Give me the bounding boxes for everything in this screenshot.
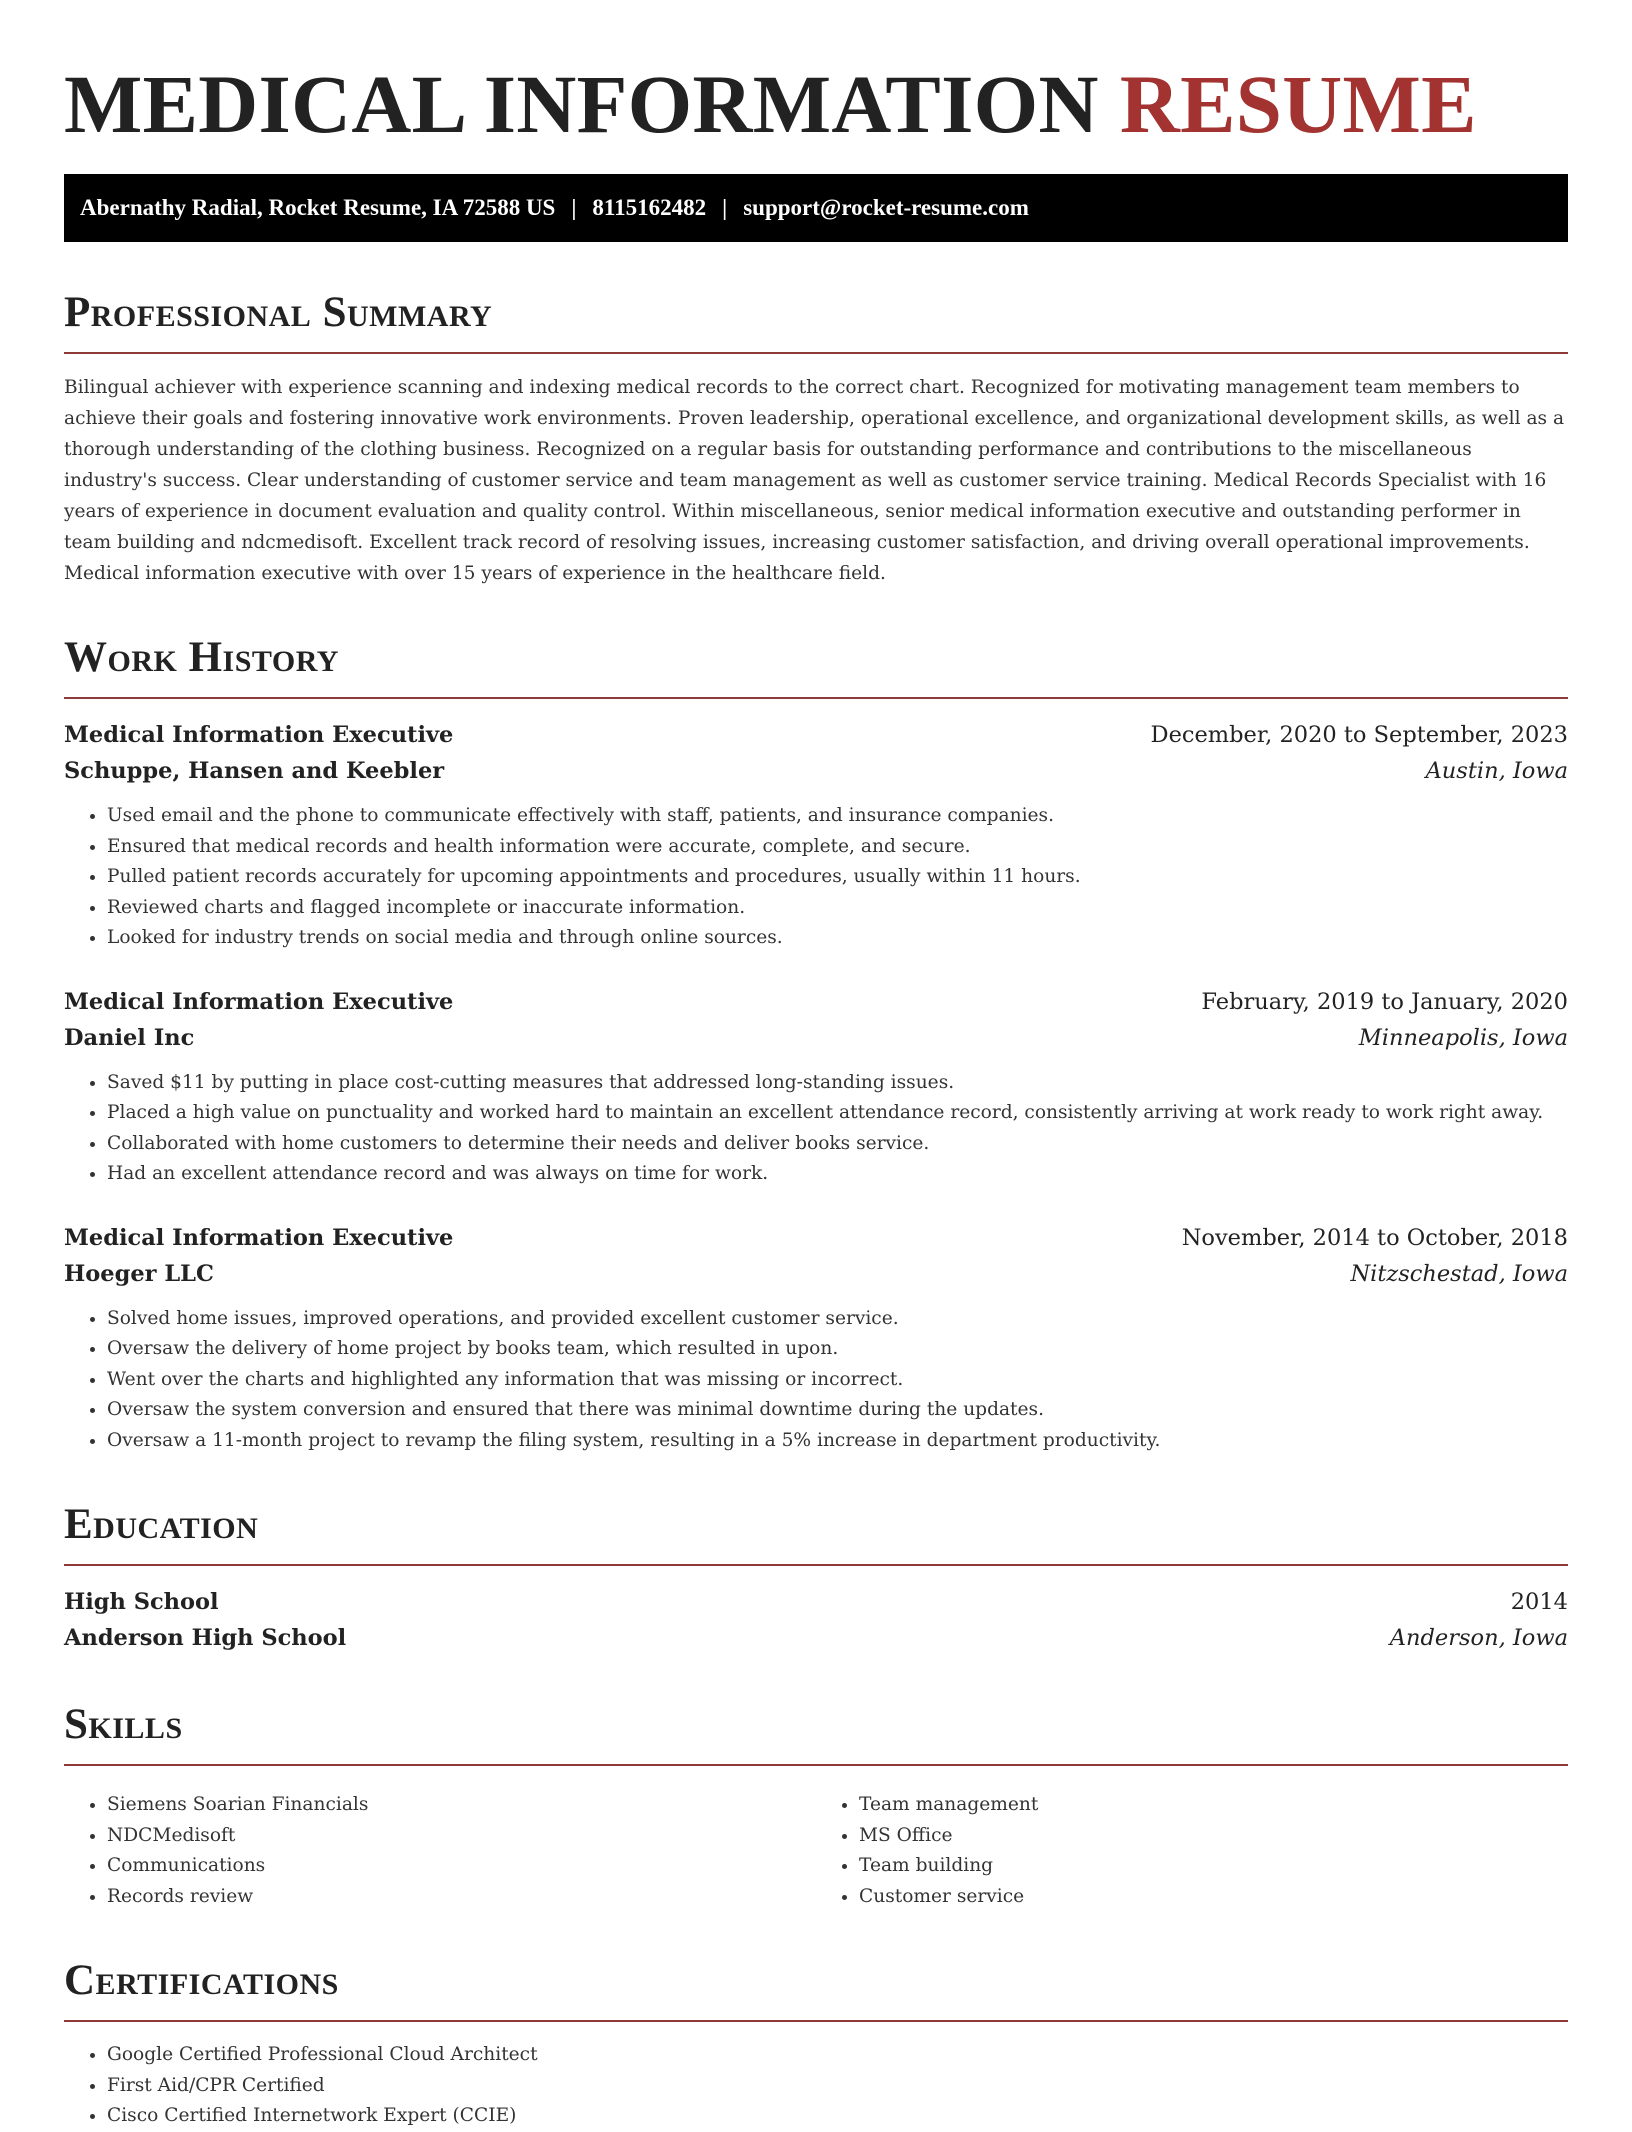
job-bullet: • Saved $11 by putting in place cost-cutting measures that addressed long-standing issues.	[107, 1068, 1568, 1099]
page-title	[64, 0, 1568, 150]
summary-section	[64, 288, 1568, 589]
job-dates: February, 2019 to January, 2020	[1201, 988, 1568, 1015]
certification-item: • First Aid/CPR Certified	[107, 2071, 1568, 2102]
section-divider	[64, 1564, 1568, 1566]
skill-item: • MS Office	[859, 1821, 1568, 1852]
job-bullet: • Ensured that medical records and health information were accurate, complete, and secure.	[107, 832, 1568, 863]
job-company: Daniel Inc	[64, 1024, 195, 1051]
skill-item: • Records review	[107, 1882, 816, 1913]
skill-item: • Customer service	[859, 1882, 1568, 1913]
job-bullets	[64, 801, 1568, 954]
education-year: 2014	[1510, 1589, 1568, 1615]
skills-list-left	[64, 1790, 816, 1912]
job-location: Minneapolis, Iowa	[1358, 1024, 1568, 1051]
job-header-row	[64, 984, 1568, 1020]
certification-item: • Google Certified Professional Cloud Architect	[107, 2040, 1568, 2071]
title-main: MEDICAL INFORMATION	[64, 58, 1099, 150]
section-divider	[64, 697, 1568, 699]
summary-text: Bilingual achiever with experience scanning and indexing medical records to the correct chart. Recognized for motivating management team members to achieve their goals and fostering innovative work environments. Proven leadership, operational excellence, and organizational development skills, as well as a thorough understanding of the clothing business. Recognized on a regular basis for outstanding performance and contributions to the miscellaneous industry's success. Clear understanding of customer service and team management as well as customer service training. Medical Records Specialist with 16 years of experience in document evaluation and quality control. Within miscellaneous, senior medical information executive and outstanding performer in team building and ndcmedisoft. Excellent track record of resolving issues, increasing customer satisfaction, and driving overall operational improvements. Medical information executive with over 15 years of experience in the healthcare field.	[64, 377, 1565, 584]
job-bullet: • Oversaw a 11-month project to revamp the filing system, resulting in a 5% increase in department productivity.	[107, 1426, 1568, 1457]
certifications-heading: Certifications	[64, 1957, 339, 2004]
certification-item: • Cisco Certified Internetwork Expert (CCIE)	[107, 2101, 1568, 2132]
job-title: Medical Information Executive	[64, 1224, 454, 1251]
job-header-row	[64, 1220, 1568, 1256]
title-accent: RESUME	[1119, 58, 1477, 150]
job-bullet: • Went over the charts and highlighted any information that was missing or incorrect.	[107, 1365, 1568, 1396]
education-location: Anderson, Iowa	[1389, 1625, 1568, 1651]
job-entry	[64, 1220, 1568, 1457]
job-company-row	[64, 1020, 1568, 1056]
contact-address: Abernathy Radial, Rocket Resume, IA 72588 US	[80, 195, 556, 220]
skills-list-right	[816, 1790, 1568, 1912]
education-school-row	[64, 1620, 1568, 1656]
job-entry	[64, 984, 1568, 1190]
job-location: Austin, Iowa	[1425, 758, 1568, 784]
skills-heading: Skills	[64, 1701, 183, 1748]
job-company: Schuppe, Hansen and Keebler	[64, 758, 445, 784]
job-bullet: • Used email and the phone to communicate effectively with staff, patients, and insurance companies.	[107, 801, 1568, 832]
job-dates: November, 2014 to October, 2018	[1181, 1224, 1568, 1251]
skills-section	[64, 1700, 1568, 1912]
job-bullets	[64, 1068, 1568, 1190]
skill-item: • NDCMedisoft	[107, 1821, 816, 1852]
skill-item: • Siemens Soarian Financials	[107, 1790, 816, 1821]
section-divider	[64, 352, 1568, 354]
certifications-list	[64, 2040, 1568, 2132]
skill-item: • Team management	[859, 1790, 1568, 1821]
job-entry	[64, 717, 1568, 954]
skills-columns	[64, 1784, 1568, 1912]
contact-bar	[64, 174, 1568, 242]
education-heading: Education	[64, 1501, 259, 1548]
job-dates: December, 2020 to September, 2023	[1150, 722, 1568, 748]
contact-email: support@rocket-resume.com	[743, 195, 1029, 220]
skill-item: • Team building	[859, 1851, 1568, 1882]
job-company: Hoeger LLC	[64, 1260, 214, 1287]
job-bullet: • Pulled patient records accurately for upcoming appointments and procedures, usually within 11 hours.	[107, 862, 1568, 893]
certifications-section	[64, 1956, 1568, 2132]
contact-separator: |	[722, 195, 728, 220]
job-bullet: • Placed a high value on punctuality and worked hard to maintain an excellent attendance record, consistently arriving at work ready to work right away.	[107, 1098, 1568, 1129]
job-company-row	[64, 1256, 1568, 1292]
skill-item: • Communications	[107, 1851, 816, 1882]
work-history-section	[64, 633, 1568, 1456]
job-bullets	[64, 1304, 1568, 1457]
job-bullet: • Oversaw the delivery of home project by books team, which resulted in upon.	[107, 1334, 1568, 1365]
job-bullet: • Had an excellent attendance record and was always on time for work.	[107, 1159, 1568, 1190]
job-title: Medical Information Executive	[64, 988, 454, 1015]
job-location: Nitzschestad, Iowa	[1350, 1260, 1568, 1287]
education-school: Anderson High School	[64, 1625, 347, 1651]
education-degree: High School	[64, 1589, 219, 1615]
job-company-row	[64, 753, 1568, 789]
job-bullet: • Looked for industry trends on social media and through online sources.	[107, 923, 1568, 954]
job-bullet: • Oversaw the system conversion and ensured that there was minimal downtime during the updates.	[107, 1395, 1568, 1426]
job-title: Medical Information Executive	[64, 722, 454, 748]
contact-phone: 8115162482	[592, 195, 707, 220]
contact-separator: |	[571, 195, 577, 220]
education-degree-row	[64, 1584, 1568, 1620]
resume-page	[64, 0, 1568, 2132]
job-bullet: • Solved home issues, improved operations, and provided excellent customer service.	[107, 1304, 1568, 1335]
work-history-heading: Work History	[64, 634, 339, 681]
education-section	[64, 1500, 1568, 1656]
job-bullet: • Reviewed charts and flagged incomplete or inaccurate information.	[107, 893, 1568, 924]
job-header-row	[64, 717, 1568, 753]
job-bullet: • Collaborated with home customers to determine their needs and deliver books service.	[107, 1129, 1568, 1160]
section-divider	[64, 1764, 1568, 1766]
section-divider	[64, 2020, 1568, 2022]
summary-heading: Professional Summary	[64, 289, 493, 336]
